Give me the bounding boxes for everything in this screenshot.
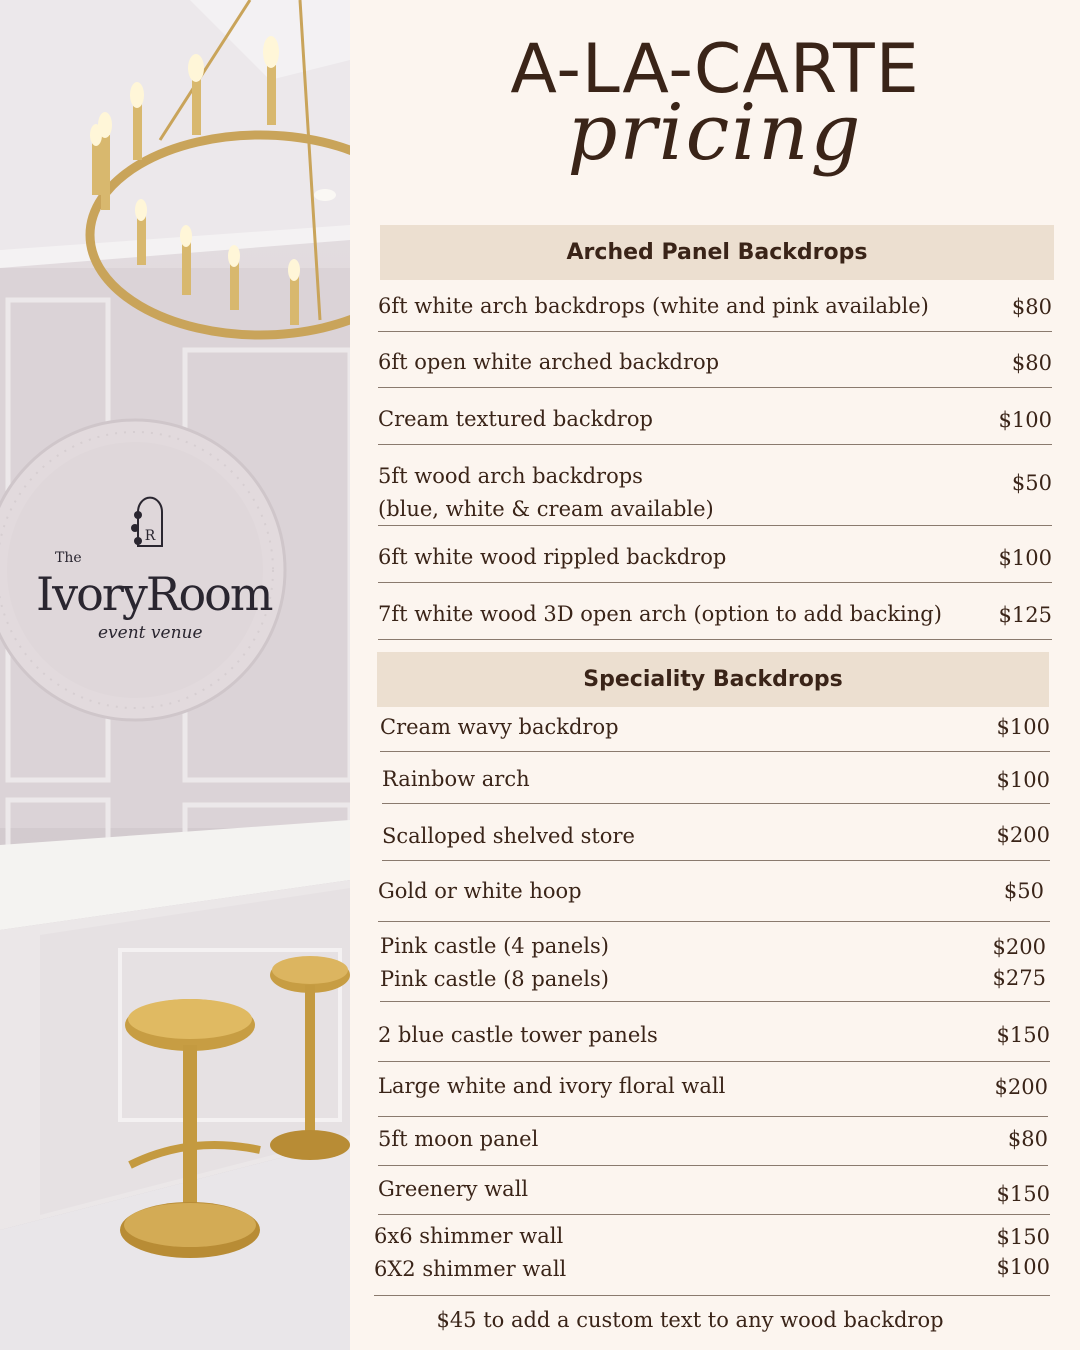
item-label: 5ft wood arch backdrops (378, 464, 643, 488)
item-price: $150 (996, 1182, 1050, 1206)
item-price: $50 (1003, 879, 1044, 903)
logo-small-text: The (55, 550, 82, 566)
price-row (380, 711, 1050, 752)
price-row (380, 930, 1050, 1002)
page-title: A-LA-CARTE (510, 30, 920, 109)
item-price: $200 (994, 1075, 1048, 1099)
item-label: Large white and ivory floral wall (378, 1074, 726, 1098)
item-price: $150 (996, 1023, 1050, 1047)
venue-photo (0, 0, 350, 1350)
item-label: Rainbow arch (382, 767, 530, 791)
item-label: 6x6 shimmer wall (374, 1224, 564, 1248)
price-row (378, 1173, 1050, 1215)
item-label-2: Pink castle (8 panels) (380, 967, 609, 991)
item-price: $125 (998, 603, 1052, 627)
price-row (378, 1070, 1048, 1117)
item-price: $200 (996, 823, 1050, 847)
page-subtitle: pricing (567, 88, 863, 178)
price-row (378, 541, 1052, 583)
item-price-2: $275 (992, 966, 1046, 990)
item-price-2: $100 (996, 1255, 1050, 1279)
price-row (374, 1220, 1050, 1296)
item-label: 7ft white wood 3D open arch (option to add backing) (378, 602, 942, 626)
logo-sign (0, 420, 285, 720)
logo-sub-text: event venue (98, 623, 203, 643)
item-price: $100 (998, 546, 1052, 570)
price-row (378, 346, 1052, 388)
item-label: 6ft white wood rippled backdrop (378, 545, 727, 569)
item-price: $50 (1011, 471, 1052, 495)
price-row (378, 290, 1052, 332)
price-row (378, 875, 1050, 922)
item-label: 2 blue castle tower panels (378, 1023, 658, 1047)
price-row (378, 1019, 1050, 1062)
section-heading-speciality: Speciality Backdrops (377, 652, 1049, 707)
item-label: Pink castle (4 panels) (380, 934, 609, 958)
item-price: $80 (1011, 351, 1052, 375)
item-label: Cream wavy backdrop (380, 715, 619, 739)
item-label: Cream textured backdrop (378, 407, 653, 431)
venue-illustration (0, 0, 350, 1350)
item-label: 6ft open white arched backdrop (378, 350, 720, 374)
item-label: Greenery wall (378, 1177, 529, 1201)
logo-main-text: IvoryRoom (36, 567, 272, 621)
item-price: $200 (992, 935, 1046, 959)
item-label-note: (blue, white & cream available) (378, 497, 714, 521)
item-label: 5ft moon panel (378, 1127, 539, 1151)
price-row (382, 763, 1050, 804)
item-label: Gold or white hoop (378, 879, 582, 903)
item-price: $80 (1011, 295, 1052, 319)
item-price: $100 (998, 408, 1052, 432)
section-heading-arched: Arched Panel Backdrops (380, 225, 1054, 280)
item-price: $80 (1007, 1127, 1048, 1151)
item-label-2: 6X2 shimmer wall (374, 1257, 567, 1281)
item-price: $150 (996, 1225, 1050, 1249)
price-row (378, 460, 1052, 526)
price-row (378, 403, 1052, 445)
pricing-panel (350, 0, 1080, 1350)
price-row (382, 820, 1050, 861)
item-label: Scalloped shelved store (382, 824, 635, 848)
item-price: $100 (996, 768, 1050, 792)
item-price: $100 (996, 715, 1050, 739)
price-row (378, 598, 1052, 640)
footnote: $45 to add a custom text to any wood backdrop (436, 1308, 944, 1332)
price-row (378, 1123, 1048, 1166)
item-label: 6ft white arch backdrops (white and pink available) (378, 294, 929, 318)
logo-mark: R (144, 528, 156, 544)
